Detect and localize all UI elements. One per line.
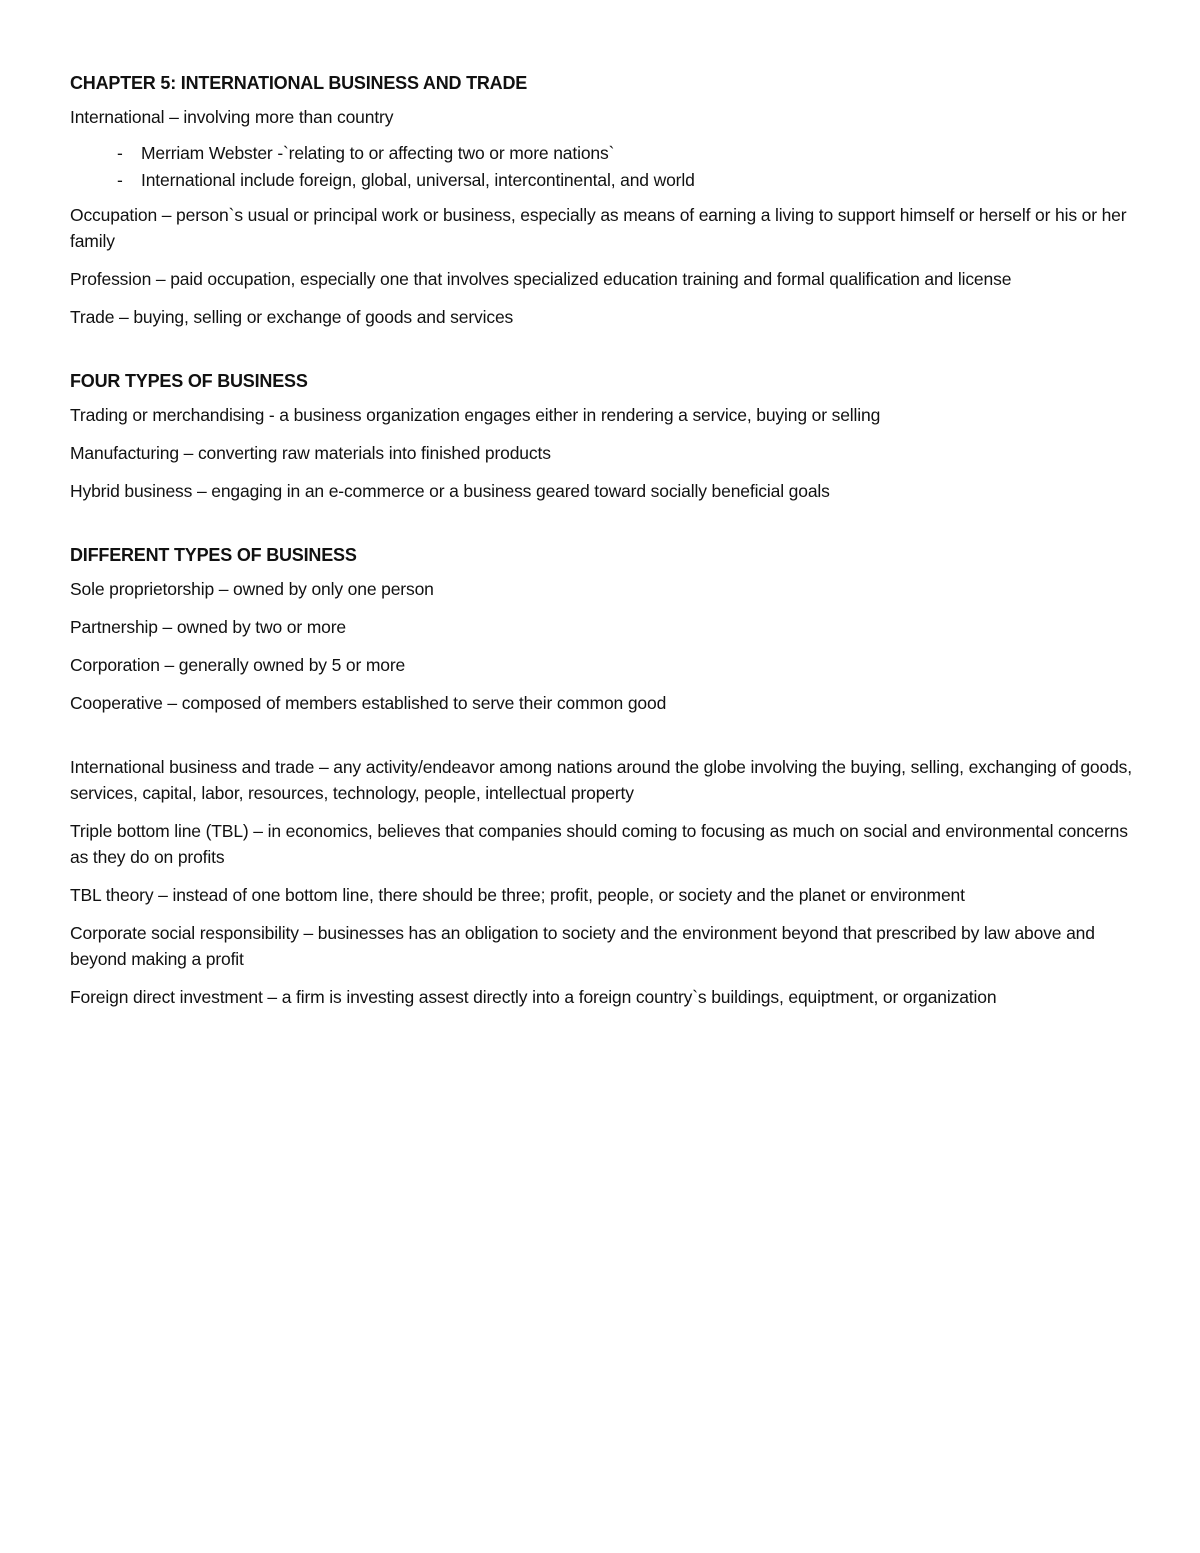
definition-trading: Trading or merchandising - a business organization engages either in rendering a service, buying or selling (70, 405, 881, 425)
concepts-section (70, 754, 1135, 1010)
definition-hybrid: Hybrid business – engaging in an e-commerce or a business geared toward socially beneficial goals (70, 481, 830, 501)
section-heading: FOUR TYPES OF BUSINESS (70, 371, 308, 391)
bullet-item: - International include foreign, global, universal, intercontinental, and world (117, 170, 695, 190)
different-types-section (70, 542, 1135, 716)
chapter-heading: CHAPTER 5: INTERNATIONAL BUSINESS AND TRADE (70, 73, 528, 93)
definition-csr: Corporate social responsibility – businesses has an obligation to society and the environment beyond that prescribed by law above and beyond making a profit (70, 923, 1095, 969)
definition-tbl-theory: TBL theory – instead of one bottom line, there should be three; profit, people, or society and the planet or environment (70, 885, 965, 905)
four-types-section (70, 368, 1135, 504)
definition-trade: Trade – buying, selling or exchange of goods and services (70, 307, 514, 327)
chapter-section (70, 70, 1135, 330)
definition-triple-bottom-line: Triple bottom line (TBL) – in economics, believes that companies should coming to focusing as much on social and environmental concerns as they do on profits (70, 821, 1128, 867)
bullet-text: International include foreign, global, universal, intercontinental, and world (141, 170, 695, 190)
definition-manufacturing: Manufacturing – converting raw materials into finished products (70, 443, 551, 463)
spacer (70, 728, 1135, 754)
bullet-text: Merriam Webster -`relating to or affecting two or more nations` (141, 143, 615, 163)
document-page (70, 70, 1135, 1022)
definition-corporation: Corporation – generally owned by 5 or more (70, 655, 406, 675)
definition-sole-proprietorship: Sole proprietorship – owned by only one person (70, 579, 434, 599)
definition-cooperative: Cooperative – composed of members established to serve their common good (70, 693, 667, 713)
definition-occupation: Occupation – person`s usual or principal work or business, especially as means of earning a living to support himself or herself or his or her family (70, 205, 1127, 251)
bullet-list (70, 140, 1135, 194)
bullet-item: - Merriam Webster -`relating to or affecting two or more nations` (117, 143, 615, 163)
spacer (70, 516, 1135, 542)
definition-international: International – involving more than country (70, 107, 394, 127)
definition-profession: Profession – paid occupation, especially one that involves specialized education training and formal qualification and license (70, 269, 1012, 289)
definition-fdi: Foreign direct investment – a firm is investing assest directly into a foreign country`s buildings, equiptment, or organization (70, 987, 997, 1007)
definition-partnership: Partnership – owned by two or more (70, 617, 347, 637)
definition-international-business: International business and trade – any activity/endeavor among nations around the globe involving the buying, selling, exchanging of goods, services, capital, labor, resources, technology, people, intellectual property (70, 757, 1132, 803)
section-heading: DIFFERENT TYPES OF BUSINESS (70, 545, 357, 565)
spacer (70, 342, 1135, 368)
